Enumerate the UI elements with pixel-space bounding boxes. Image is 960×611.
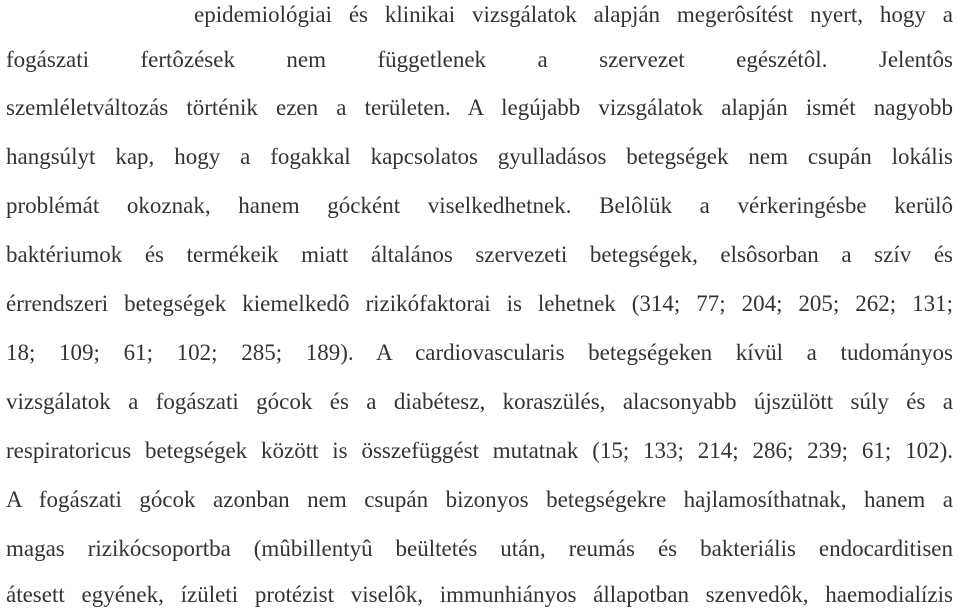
- text-line-9: vizsgálatok a fogászati gócok és a diabétesz, koraszülés, alacsonyabb újszülött súly és a: [6, 389, 953, 414]
- text-line-7: érrendszeri betegségek kiemelkedô rizikófaktorai is lehetnek (314; 77; 204; 205; 262; 131;: [6, 291, 953, 316]
- text-line-10: respiratoricus betegségek között is összefüggést mutatnak (15; 133; 214; 286; 239; 61; 102).: [6, 438, 953, 463]
- text-line-6: baktériumok és termékeik miatt általános szervezeti betegségek, elsôsorban a szív és: [6, 242, 953, 267]
- text-line-11: A fogászati gócok azonban nem csupán bizonyos betegségekre hajlamosíthatnak, hanem a: [6, 487, 953, 512]
- text-line-12: magas rizikócsoportba (mûbillentyû beültetés után, reumás és bakteriális endocarditisen: [6, 536, 953, 561]
- text-line-5: problémát okoznak, hanem gócként viselkedhetnek. Belôlük a vérkeringésbe kerülô: [6, 193, 953, 218]
- text-line-8: 18; 109; 61; 102; 285; 189). A cardiovascularis betegségeken kívül a tudományos: [6, 340, 953, 365]
- text-line-2: fogászati fertôzések nem függetlenek a szervezet egészétôl. Jelentôs: [6, 47, 953, 72]
- text-line-3: szemléletváltozás történik ezen a területen. A legújabb vizsgálatok alapján ismét nagyobb: [6, 95, 953, 120]
- text-line-4: hangsúlyt kap, hogy a fogakkal kapcsolatos gyulladásos betegségek nem csupán lokális: [6, 144, 953, 169]
- text-line-13: átesett egyének, ízületi protézist viselôk, immunhiányos állapotban szenvedôk, haemodialízis: [6, 582, 953, 607]
- text-line-1: epidemiológiai és klinikai vizsgálatok alapján megerôsítést nyert, hogy a: [194, 2, 953, 27]
